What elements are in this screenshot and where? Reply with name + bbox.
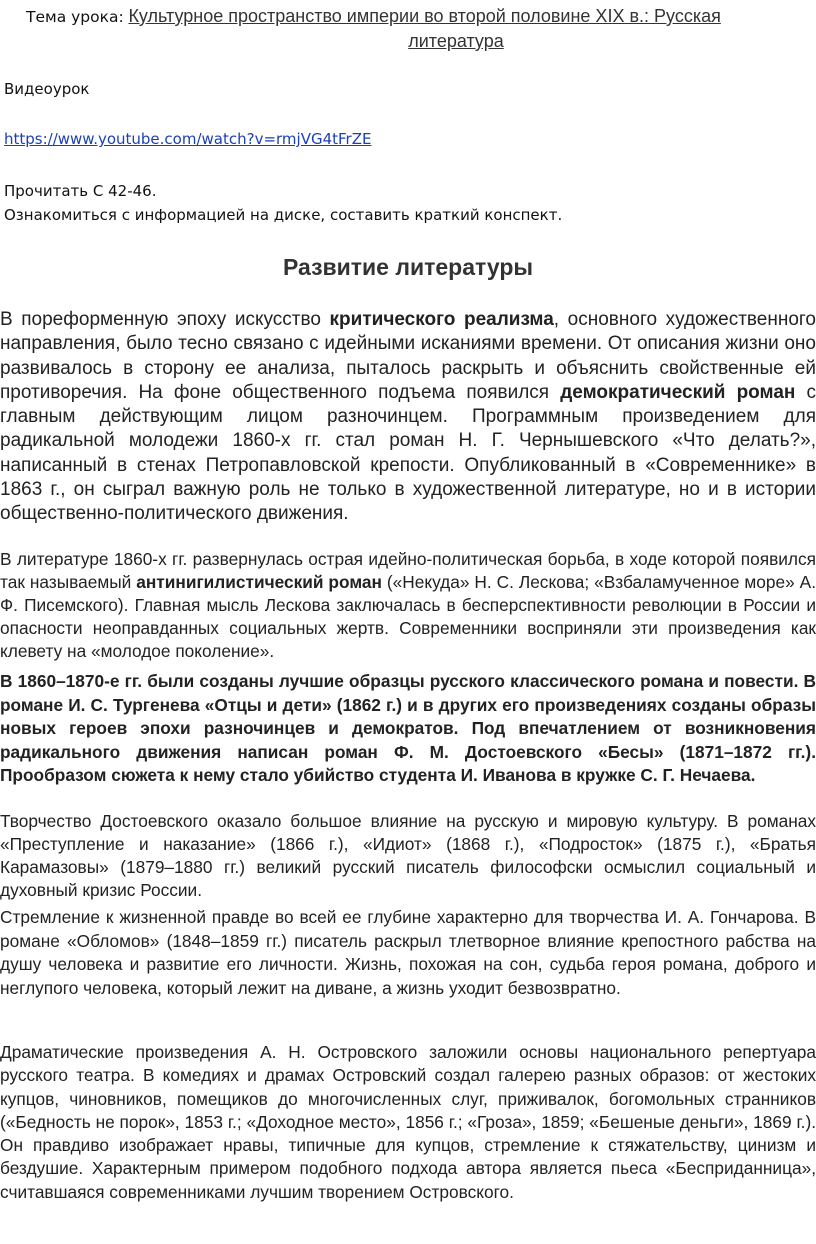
article-heading: Развитие литературы bbox=[282, 254, 534, 280]
paragraph-critical-realism: В пореформенную эпоху искусство критического реализма, основного художественного направления, было тесно связано с идейными исканиями времени. От описания жизни оно развивалось в сторону ее анализа, пыталось раскрыть и объяснить свойственные ей противоречия. На фоне общественного подъема появился демократический роман с главным действующим лицом разночинцем. Программным произведением для радикальной молодежи 1860-х гг. стал роман Н. Г. Чернышевского «Что делать?», написанный в стенах Петропавловской крепости. Опубликованный в «Современнике» в 1863 г., он сыграл важную роль не только в художественной литературе, но и в истории общественно-политического движения. bbox=[0, 309, 816, 525]
topic-title-line2: литература bbox=[408, 31, 504, 51]
term-democratic-novel: демократический роман bbox=[560, 381, 796, 403]
term-antinihilist-novel: антинигилистический роман bbox=[136, 571, 382, 592]
task-summary: Ознакомиться с информацией на диске, составить краткий конспект. bbox=[4, 206, 563, 224]
paragraph-classic-novel: В 1860–1870-е гг. были созданы лучшие образцы русского классического романа и повести. В романе И. С. Тургенева «Отцы и дети» (1862 г.) и в других его произведениях созданы образы новых героев эпохи разночинцев и демократов. Под впечатлением от возникновения радикального движения написан роман Ф. М. Достоевского «Бесы» (1871–1872 гг.). Прообразом сюжета к нему стало убийство студента И. Иванова в кружке С. Г. Нечаева. bbox=[0, 671, 816, 785]
paragraph-antinihilist: В литературе 1860-х гг. развернулась острая идейно-политическая борьба, в ходе которой появился так называемый антинигилистический роман («Некуда» Н. С. Лескова; «Взбаламученное море» А. Ф. Писемского). Главная мысль Лескова заключалась в бесперспективности революции в России и опасности неоправданных социальных жертв. Современники восприняли эти произведения как клевету на «молодое поколение». bbox=[0, 549, 816, 661]
term-critical-realism: критического реализма bbox=[329, 309, 554, 330]
paragraph-dostoevsky: Творчество Достоевского оказало большое влияние на русскую и мировую культуру. В романах «Преступление и наказание» (1866 г.), «Идиот» (1868 г.), «Подросток» (1875 г.), «Братья Карамазовы» (1879–1880 гг.) великий русский писатель философски осмыслил социальный и духовный кризис России. bbox=[0, 811, 816, 900]
video-label: Видеоурок bbox=[4, 80, 90, 98]
topic-title-line1: Культурное пространство империи во второй половине XIX в.: Русская bbox=[128, 6, 721, 26]
paragraph-goncharov: Стремление к жизненной правде во всей ее глубине характерно для творчества И. А. Гончарова. В романе «Обломов» (1848–1859 гг.) писатель раскрыл тлетворное влияние крепостного рабства на душу человека и развитие его личности. Жизнь, похожая на сон, судьба героя романа, доброго и неглупого человека, который лежит на диване, а жизнь уходит безвозвратно. bbox=[0, 907, 816, 998]
video-link[interactable]: https://www.youtube.com/watch?v=rmjVG4tFrZE bbox=[4, 130, 372, 148]
task-read: Прочитать С 42-46. bbox=[4, 182, 157, 200]
topic-label: Тема урока: bbox=[26, 8, 124, 26]
paragraph-ostrovsky: Драматические произведения А. Н. Островского заложили основы национального репертуара русского театра. В комедиях и драмах Островский создал галерею разных образов: от жестоких купцов, чиновников, помещиков до многочисленных слуг, приживалок, богомольных странников («Бедность не порок», 1853 г.; «Доходное место», 1856 г.; «Гроза», 1859; «Бешеные деньги», 1869 г.). Он правдиво изображает нравы, типичные для купцов, стремление к стяжательству, цинизм и бездушие. Характерным примером подобного подхода автора является пьеса «Бесприданница», считавшаяся современниками лучшим творением Островского. bbox=[0, 1042, 816, 1202]
lesson-topic bbox=[26, 4, 796, 53]
